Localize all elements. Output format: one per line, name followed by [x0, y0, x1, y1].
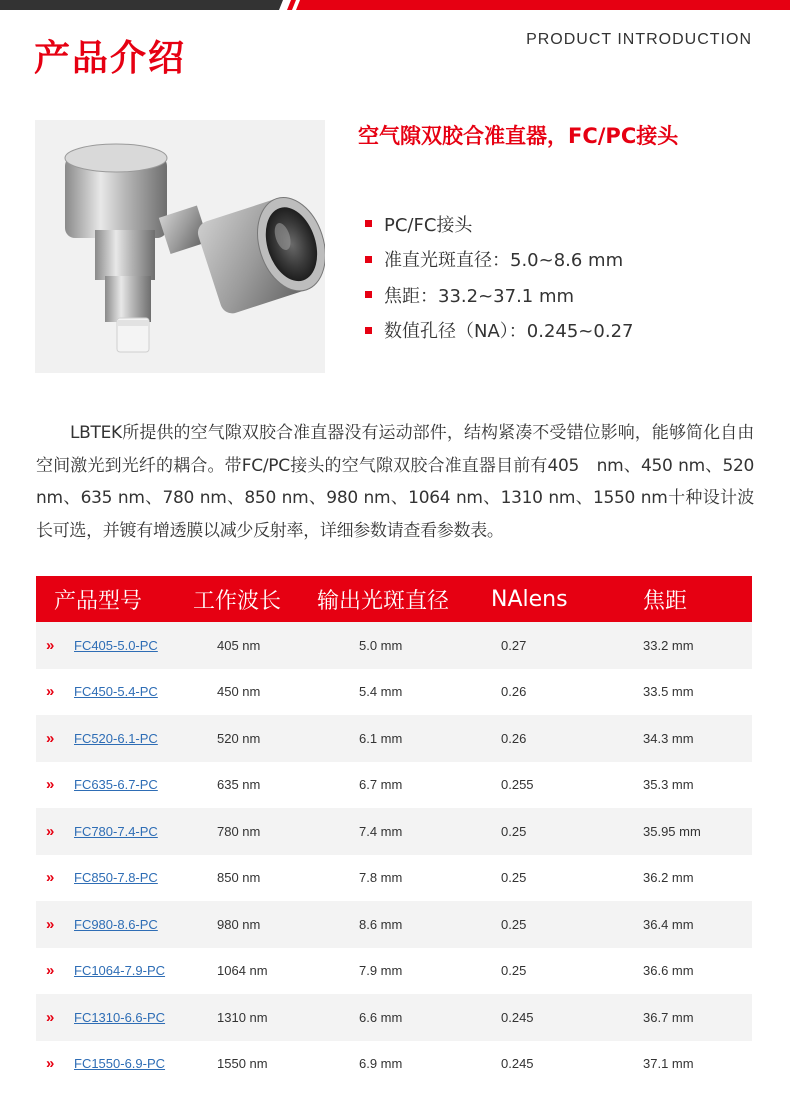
- bullet-square-icon: [365, 256, 372, 263]
- spec-table: [36, 576, 752, 1087]
- cell-spot-diameter: 6.1 mm: [359, 730, 403, 746]
- feature-item: [365, 242, 633, 278]
- cell-spot-diameter: 7.9 mm: [359, 963, 403, 979]
- cell-spot-diameter: 6.7 mm: [359, 777, 403, 793]
- cell-model: [36, 823, 217, 840]
- cell-focal-length: 36.7 mm: [643, 1009, 694, 1025]
- cell-model: [36, 730, 217, 747]
- double-chevron-right-icon: »: [46, 915, 52, 933]
- cell-focal-length: 36.6 mm: [643, 963, 694, 979]
- table-row: [36, 1041, 752, 1088]
- table-row: [36, 762, 752, 809]
- cell-na: 0.26: [501, 684, 527, 700]
- model-link[interactable]: FC520-6.1-PC: [74, 730, 158, 746]
- table-body: [36, 622, 752, 1087]
- feature-list: [365, 206, 633, 348]
- top-decorative-bar: [0, 0, 790, 10]
- cell-na: 0.25: [501, 823, 527, 839]
- double-chevron-right-icon: »: [46, 1008, 52, 1026]
- cell-wavelength: 405 nm: [217, 637, 261, 653]
- cell-wavelength: 780 nm: [217, 823, 261, 839]
- model-link[interactable]: FC450-5.4-PC: [74, 684, 158, 700]
- cell-na: 0.255: [501, 777, 534, 793]
- cell-wavelength: 520 nm: [217, 730, 261, 746]
- cell-na: 0.26: [501, 730, 527, 746]
- cell-spot-diameter: 6.9 mm: [359, 1056, 403, 1072]
- model-link[interactable]: FC1064-7.9-PC: [74, 963, 166, 979]
- table-row: [36, 715, 752, 762]
- section-title: 产品介绍: [34, 38, 187, 79]
- double-chevron-right-icon: »: [46, 729, 52, 747]
- cell-wavelength: 1310 nm: [217, 1009, 268, 1025]
- section-title-en: PRODUCT INTRODUCTION: [526, 31, 752, 48]
- cell-model: [36, 1009, 217, 1026]
- table-row: [36, 994, 752, 1041]
- header-spot-diameter: 输出光斑直径: [317, 588, 450, 614]
- cell-na: 0.245: [501, 1056, 534, 1072]
- model-link[interactable]: FC780-7.4-PC: [74, 823, 158, 839]
- cell-focal-length: 36.4 mm: [643, 916, 694, 932]
- feature-text: 焦距：33.2~37.1 mm: [384, 285, 575, 307]
- cell-focal-length: 34.3 mm: [643, 730, 694, 746]
- header-wavelength: 工作波长: [193, 588, 282, 614]
- cell-wavelength: 635 nm: [217, 777, 261, 793]
- cell-focal-length: 35.3 mm: [643, 777, 694, 793]
- cell-wavelength: 850 nm: [217, 870, 261, 886]
- cell-na: 0.27: [501, 637, 527, 653]
- table-row: [36, 901, 752, 948]
- cell-na: 0.245: [501, 1009, 534, 1025]
- feature-item: [365, 206, 633, 242]
- cell-spot-diameter: 6.6 mm: [359, 1009, 403, 1025]
- bullet-square-icon: [365, 291, 372, 298]
- feature-item: [365, 313, 633, 349]
- double-chevron-right-icon: »: [46, 869, 52, 887]
- header-model: 产品型号: [54, 588, 143, 614]
- model-link[interactable]: FC980-8.6-PC: [74, 916, 158, 932]
- cell-wavelength: 1064 nm: [217, 963, 268, 979]
- cell-model: [36, 1055, 217, 1072]
- intro-paragraph: LBTEK所提供的空气隙双胶合准直器没有运动部件，结构紧凑不受错位影响，能够简化自由空间激光到光纤的耦合。带FC/PC接头的空气隙双胶合准直器目前有405 nm、450 nm、520 nm、635 nm、780 nm、850 nm、980 nm、1064 nm、1310 nm、1550 nm十种设计波长可选，并镀有增透膜以减少反射率，详细参数请查看参数表。: [36, 423, 754, 541]
- cell-spot-diameter: 5.0 mm: [359, 637, 403, 653]
- table-row: [36, 855, 752, 902]
- product-photo: [35, 120, 325, 373]
- bullet-square-icon: [365, 220, 372, 227]
- cell-model: [36, 916, 217, 933]
- cell-na: 0.25: [501, 963, 527, 979]
- cell-focal-length: 33.2 mm: [643, 637, 694, 653]
- model-link[interactable]: FC1550-6.9-PC: [74, 1056, 166, 1072]
- double-chevron-right-icon: »: [46, 776, 52, 794]
- cell-focal-length: 36.2 mm: [643, 870, 694, 886]
- cell-model: [36, 637, 217, 654]
- double-chevron-right-icon: »: [46, 683, 52, 701]
- cell-focal-length: 33.5 mm: [643, 684, 694, 700]
- double-chevron-right-icon: »: [46, 962, 52, 980]
- product-name: 空气隙双胶合准直器，FC/PC接头: [358, 124, 679, 148]
- cell-model: [36, 962, 217, 979]
- header-focal-length: 焦距: [643, 588, 688, 614]
- cell-model: [36, 683, 217, 700]
- feature-text: 准直光斑直径：5.0~8.6 mm: [384, 250, 624, 272]
- table-header: [36, 576, 752, 622]
- cell-focal-length: 37.1 mm: [643, 1056, 694, 1072]
- cell-focal-length: 35.95 mm: [643, 823, 701, 839]
- cell-spot-diameter: 8.6 mm: [359, 916, 403, 932]
- bullet-square-icon: [365, 327, 372, 334]
- table-row: [36, 669, 752, 716]
- cell-spot-diameter: 5.4 mm: [359, 684, 403, 700]
- double-chevron-right-icon: »: [46, 1055, 52, 1073]
- cell-model: [36, 869, 217, 886]
- cell-wavelength: 450 nm: [217, 684, 261, 700]
- cell-model: [36, 776, 217, 793]
- model-link[interactable]: FC850-7.8-PC: [74, 870, 158, 886]
- model-link[interactable]: FC635-6.7-PC: [74, 777, 158, 793]
- table-row: [36, 948, 752, 995]
- table-row: [36, 808, 752, 855]
- feature-text: PC/FC接头: [384, 214, 473, 236]
- cell-spot-diameter: 7.4 mm: [359, 823, 403, 839]
- double-chevron-right-icon: »: [46, 822, 52, 840]
- cell-wavelength: 1550 nm: [217, 1056, 268, 1072]
- cell-spot-diameter: 7.8 mm: [359, 870, 403, 886]
- double-chevron-right-icon: »: [46, 636, 52, 654]
- model-link[interactable]: FC1310-6.6-PC: [74, 1009, 166, 1025]
- header-na: NAlens: [491, 586, 568, 612]
- model-link[interactable]: FC405-5.0-PC: [74, 637, 158, 653]
- feature-item: [365, 277, 633, 313]
- cell-na: 0.25: [501, 916, 527, 932]
- cell-wavelength: 980 nm: [217, 916, 261, 932]
- table-row: [36, 622, 752, 669]
- feature-text: 数值孔径（NA）：0.245~0.27: [384, 321, 634, 343]
- cell-na: 0.25: [501, 870, 527, 886]
